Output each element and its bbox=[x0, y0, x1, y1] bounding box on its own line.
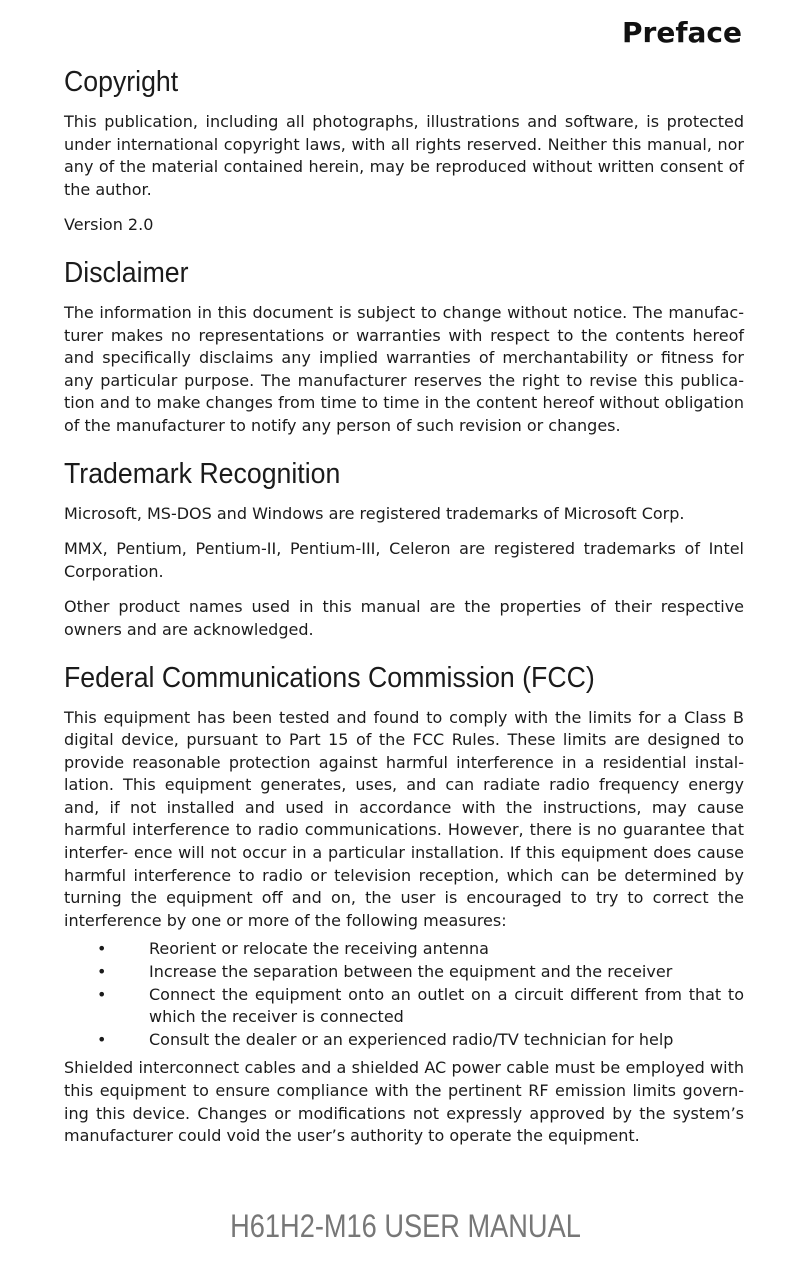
version-text: Version 2.0 bbox=[64, 215, 154, 235]
page-content bbox=[64, 66, 744, 1168]
measure-text: Reorient or relocate the receiving antenna bbox=[149, 939, 489, 959]
disclaimer-paragraph: The information in this document is subject to change without notice. The manufac- turer makes no representations or warranties with respect to the contents hereof and specifically disclaims any implied warranties of merchantability or fitness for any particular purpose. The manufacturer reserves the right to revise this publica- tion and to make changes from time to time in the content hereof without obligation of the manufacturer to notify any person of such revision or changes. bbox=[64, 302, 744, 435]
copyright-section bbox=[64, 66, 744, 237]
trademark-heading: Trademark Recognition bbox=[64, 457, 341, 490]
bullet-icon: • bbox=[97, 984, 107, 1004]
disclaimer-section bbox=[64, 257, 744, 438]
trademark-others: Other product names used in this manual are the properties of their respective owners and are acknowledged. bbox=[64, 597, 744, 639]
list-item bbox=[64, 938, 744, 961]
list-item bbox=[64, 1029, 744, 1052]
fcc-intro: This equipment has been tested and found to comply with the limits for a Class B digital device, pursuant to Part 15 of the FCC Rules. These limits are designed to provide reasonable protection against harmful interference in a residential instal- lation. This equipment generates, uses, and can radiate radio frequency energy and, if not installed and used in accordance with the instructions, may cause harmful interference to radio communications. However, there is no guarantee that interfer- ence will not occur in a particular installation. If this equipment does cause harmful interference to radio or television reception, which can be determined by turning the equipment off and on, the user is encouraged to try to correct the interference by one or more of the following measures: bbox=[64, 707, 744, 930]
disclaimer-heading: Disclaimer bbox=[64, 256, 189, 289]
bullet-icon: • bbox=[97, 939, 107, 959]
fcc-measures-list bbox=[64, 938, 744, 1051]
list-item bbox=[64, 984, 744, 1029]
page-footer: H61H2-M16 USER MANUAL bbox=[230, 1208, 581, 1244]
measure-text: Increase the separation between the equipment and the receiver bbox=[149, 962, 673, 982]
copyright-paragraph: This publication, including all photographs, illustrations and software, is protected under international copyright laws, with all rights reserved. Neither this manual, nor any of the material contained herein, may be reproduced without written consent of the author. bbox=[64, 112, 744, 199]
fcc-section bbox=[64, 662, 744, 1148]
copyright-heading: Copyright bbox=[64, 66, 179, 98]
page-section-title: Preface bbox=[622, 16, 742, 49]
measure-text: Consult the dealer or an experienced radio/TV technician for help bbox=[149, 1029, 674, 1049]
fcc-closing: Shielded interconnect cables and a shielded AC power cable must be employed with this equipment to ensure compliance with the pertinent RF emission limits govern- ing this device. Changes or modifications not expressly approved by the system’s manufacturer could void the user’s authority to operate the equipment. bbox=[64, 1058, 744, 1146]
list-item bbox=[64, 961, 744, 984]
trademark-intel: MMX, Pentium, Pentium-II, Pentium-III, Celeron are registered trademarks of Intel Corporation. bbox=[64, 539, 744, 581]
fcc-heading: Federal Communications Commission (FCC) bbox=[64, 661, 595, 694]
bullet-icon: • bbox=[97, 962, 107, 982]
trademark-section bbox=[64, 458, 744, 642]
measure-text: Connect the equipment onto an outlet on a circuit different from that to which the receiver is connected bbox=[149, 984, 744, 1027]
trademark-microsoft: Microsoft, MS-DOS and Windows are registered trademarks of Microsoft Corp. bbox=[64, 503, 685, 523]
bullet-icon: • bbox=[97, 1029, 107, 1049]
